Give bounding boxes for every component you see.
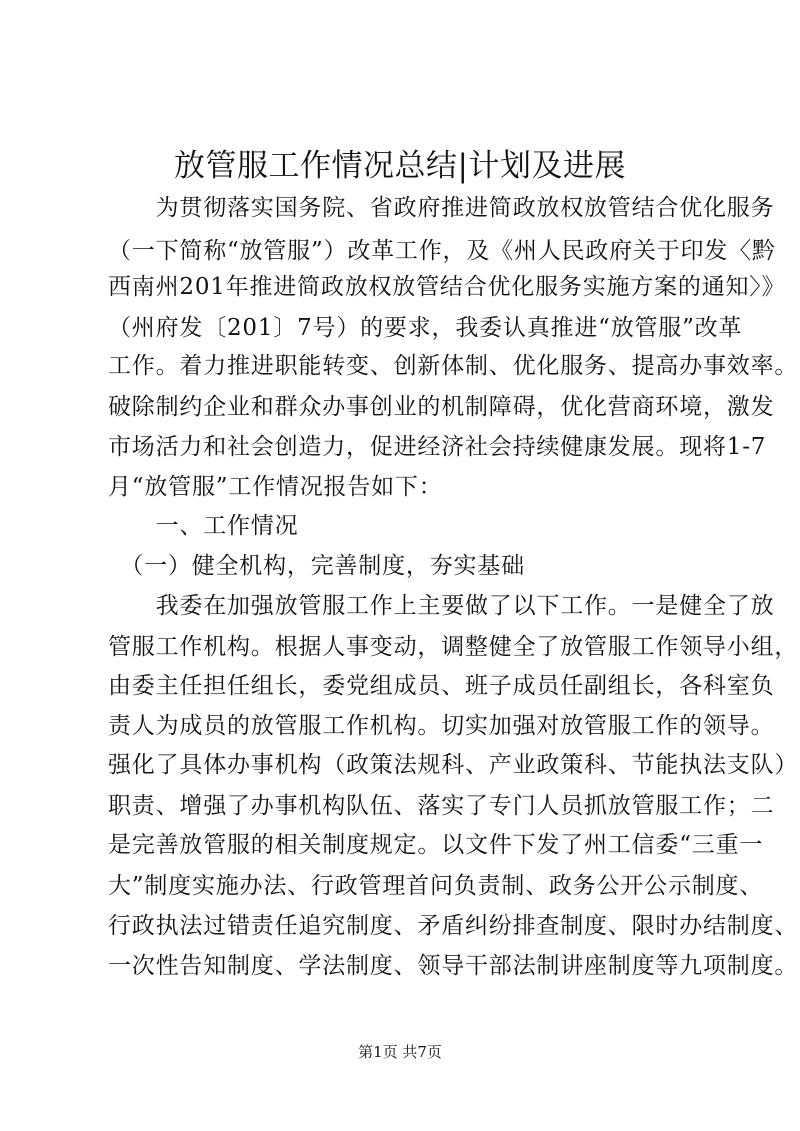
paragraph-line: 一次性告知制度、学法制度、领导干部法制讲座制度等九项制度。 (108, 953, 799, 979)
paragraph-line: 我委在加强放管服工作上主要做了以下工作。一是健全了放 (108, 593, 775, 619)
paragraph-line: 西南州201年推进简政放权放管结合优化服务实施方案的通知〉》 (108, 274, 786, 300)
paragraph-line: 破除制约企业和群众办事创业的机制障碍，优化营商环境，激发 (108, 394, 775, 420)
paragraph-line: 为贯彻落实国务院、省政府推进简政放权放管结合优化服务 (108, 195, 775, 221)
paragraph-line: 强化了具体办事机构（政策法规科、产业政策科、节能执法支队） (108, 752, 799, 778)
paragraph-line: 市场活力和社会创造力，促进经济社会持续健康发展。现将1-7 (108, 434, 767, 460)
subsection-heading: （一）健全机构，完善制度，夯实基础 (108, 553, 525, 579)
paragraph-line: （州府发〔201〕7号）的要求，我委认真推进“放管服”改革 (108, 315, 743, 341)
paragraph-line: 职责、增强了办事机构队伍、落实了专门人员抓放管服工作；二 (108, 793, 775, 819)
paragraph-line: 是完善放管服的相关制度规定。以文件下发了州工信委“三重一 (108, 832, 764, 858)
section-heading: 一、工作情况 (108, 513, 299, 539)
page-number-footer: 第1页 共7页 (358, 1043, 442, 1061)
document-title: 放管服工作情况总结|计划及进展 (174, 148, 626, 184)
paragraph-line: 责人为成员的放管服工作机构。切实加强对放管服工作的领导。 (108, 713, 775, 739)
paragraph-line: 月“放管服”工作情况报告如下： (108, 474, 443, 500)
paragraph-line: 由委主任担任组长，委党组成员、班子成员任副组长，各科室负 (108, 673, 775, 699)
paragraph-line: 管服工作机构。根据人事变动，调整健全了放管服工作领导小组， (108, 634, 799, 660)
paragraph-line: 行政执法过错责任追究制度、矛盾纠纷排查制度、限时办结制度、 (108, 913, 799, 939)
paragraph-line: （一下简称“放管服”）改革工作，及《州人民政府关于印发〈黔 (108, 238, 776, 264)
paragraph-line: 工作。着力推进职能转变、创新体制、优化服务、提高办事效率。 (108, 353, 799, 379)
paragraph-line: 大”制度实施办法、行政管理首问负责制、政务公开公示制度、 (108, 873, 764, 899)
